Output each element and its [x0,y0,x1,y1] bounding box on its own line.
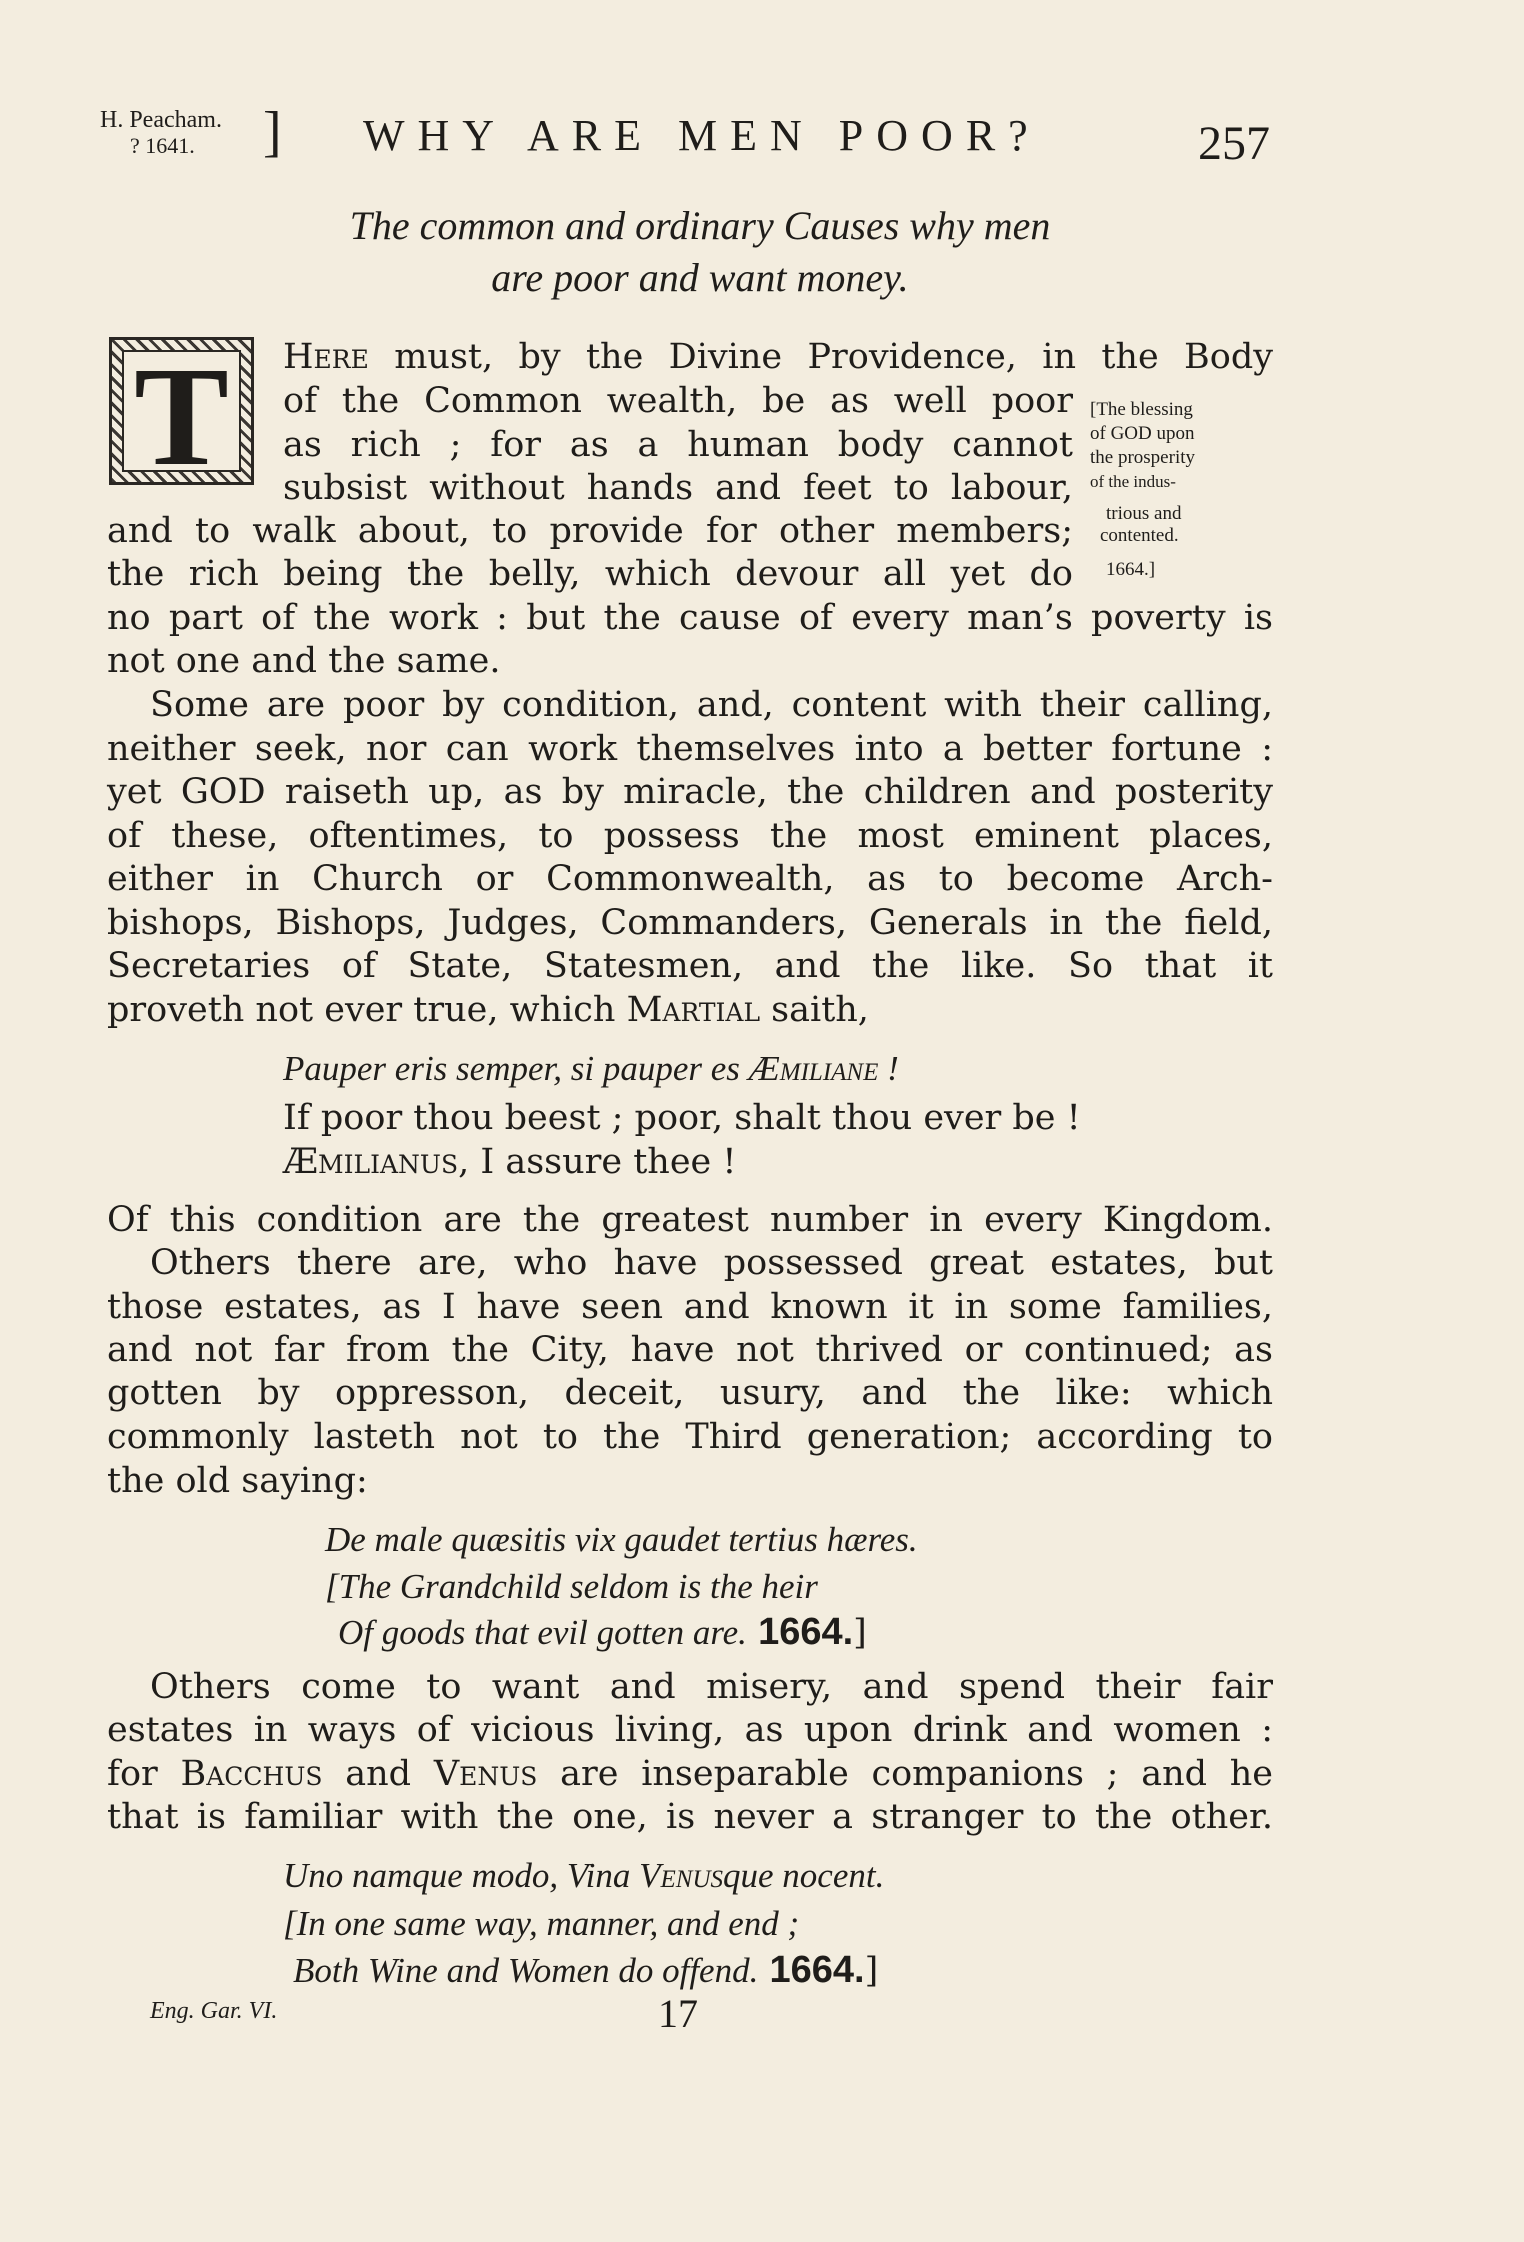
sidenote-line-4: of the indus- [1090,472,1176,491]
section-heading-line-2: are poor and want money. [491,255,909,300]
ornamental-drop-cap [109,337,254,495]
para5-line-4: that is familiar with the one, is never a stranger to the other. [107,1797,1273,1837]
para1-line-2: of the Common wealth, be as well poor [283,381,1073,421]
para1-line-1-rest: must, by the Divine Providence, in the Body [368,337,1273,377]
para5-line-3 [107,1752,1273,1796]
para2-line-5: either in Church or Commonwealth, as to become Arch- [107,859,1273,899]
para2-line-8 [107,988,869,1032]
para1-line-4: subsist without hands and feet to labour, [283,468,1073,508]
para4-line-3: and not far from the City, have not thrived or continued; as [107,1330,1273,1370]
bacchus-name: Bacchus [180,1754,323,1794]
para2-line-8-b: saith, [760,990,869,1030]
verse1-line-3 [283,1140,736,1184]
martial-name: Martial [626,990,761,1030]
verse2-line-2: [The Grandchild seldom is the heir [325,1567,818,1606]
running-head-bracket: ] [263,101,282,163]
running-head-author [100,108,270,158]
venus-latin-name: Venus [639,1856,724,1895]
verse1-line-1-b: ! [878,1049,899,1088]
verse2-line-3-text: Of goods that evil gotten are. [338,1613,747,1652]
para2-line-2: neither seek, nor can work themselves into a better fortune : [107,729,1273,769]
running-head-title: WHY ARE MEN POOR? [363,111,1041,160]
para4-line-1: Others there are, who have possessed great estates, but [150,1243,1273,1283]
sidenote-line-5: trious and [1106,503,1182,524]
verse3-close-bracket: ] [864,1951,879,1991]
para1-line-7: no part of the work : but the cause of every man’s poverty is [107,598,1273,638]
verse1-line-3-b: , I assure thee ! [458,1142,737,1182]
verse3-year: 1664. [769,1949,865,1991]
para1-line-1 [283,335,1273,379]
verse3-line-1-b: que nocent. [723,1856,885,1895]
para2-line-8-a: proveth not ever true, which [107,990,627,1030]
para1-line-5: and to walk about, to provide for other members; [107,511,1073,551]
verse2-line-1: De male quæsitis vix gaudet tertius hæres. [325,1520,918,1559]
para2-line-6: bishops, Bishops, Judges, Commanders, Generals in the field, [107,903,1273,943]
para2-line-3: yet GOD raiseth up, as by miracle, the children and posterity [107,772,1273,812]
verse2-close-bracket: ] [853,1613,867,1653]
para4-line-2: those estates, as I have seen and known it in some families, [107,1287,1273,1327]
sidenote-line-2: of GOD upon [1090,423,1195,444]
verse3-line-1 [283,1854,884,1898]
verse1-line-1 [283,1047,899,1091]
para1-line-6: the rich being the belly, which devour all yet do [107,554,1073,594]
verse3-line-3-text: Both Wine and Women do offend. [293,1951,759,1990]
verse3-line-3 [293,1948,878,1993]
para5-line-1: Others come to want and misery, and spend their fair [150,1667,1273,1707]
venus-name: Venus [433,1754,538,1794]
verse1-line-1-a: Pauper eris semper, si pauper es [283,1049,749,1088]
section-heading [150,200,1250,304]
signature-mark: Eng. Gar. VI. [150,1998,278,2024]
para5-line-3-b: and [322,1754,434,1794]
para1-line-8: not one and the same. [107,641,501,681]
author-dates: ? 1641. [130,133,195,158]
para1-opening-word: Here [283,337,369,377]
sidenote-line-6: contented. [1100,525,1179,546]
para5-line-3-c: are inseparable companions ; and he [537,1754,1273,1794]
page-number: 257 [1198,117,1270,170]
sidenote-line-1: [The blessing [1090,399,1193,420]
para4-line-4: gotten by oppresson, deceit, usury, and the like: which [107,1373,1273,1413]
para3-line-1: Of this condition are the greatest number in every Kingdom. [107,1200,1273,1240]
verse3-line-1-a: Uno namque modo, Vina [283,1856,640,1895]
para1-line-3: as rich ; for as a human body cannot [283,425,1073,465]
para2-line-4: of these, oftentimes, to possess the most eminent places, [107,816,1273,856]
verse1-line-2: If poor thou beest ; poor, shalt thou ever be ! [283,1098,1081,1138]
verse2-year: 1664. [758,1611,854,1653]
drop-cap-frame [122,337,241,495]
sidenote-line-3: the prosperity [1090,447,1196,468]
author-name: H. Peacham. [100,107,222,133]
para4-line-6: the old saying: [107,1461,368,1501]
para2-line-7: Secretaries of State, Statesmen, and the like. So that it [107,946,1273,986]
para2-line-1: Some are poor by condition, and, content with their calling, [150,685,1273,725]
para5-line-2: estates in ways of vicious living, as upon drink and women : [107,1710,1273,1750]
drop-cap-letter: T [134,337,229,495]
para5-line-3-a: for [107,1754,181,1794]
sidenote-line-7: 1664.] [1106,559,1156,580]
aemiliane-name: Æmiliane [748,1049,879,1088]
para4-line-5: commonly lasteth not to the Third generation; according to [107,1417,1273,1457]
aemilianus-name: Æmilianus [283,1142,459,1182]
verse2-line-3 [338,1610,867,1655]
sheet-number: 17 [658,1991,698,2036]
section-heading-line-1: The common and ordinary Causes why men [349,203,1051,248]
verse3-line-2: [In one same way, manner, and end ; [283,1904,800,1943]
